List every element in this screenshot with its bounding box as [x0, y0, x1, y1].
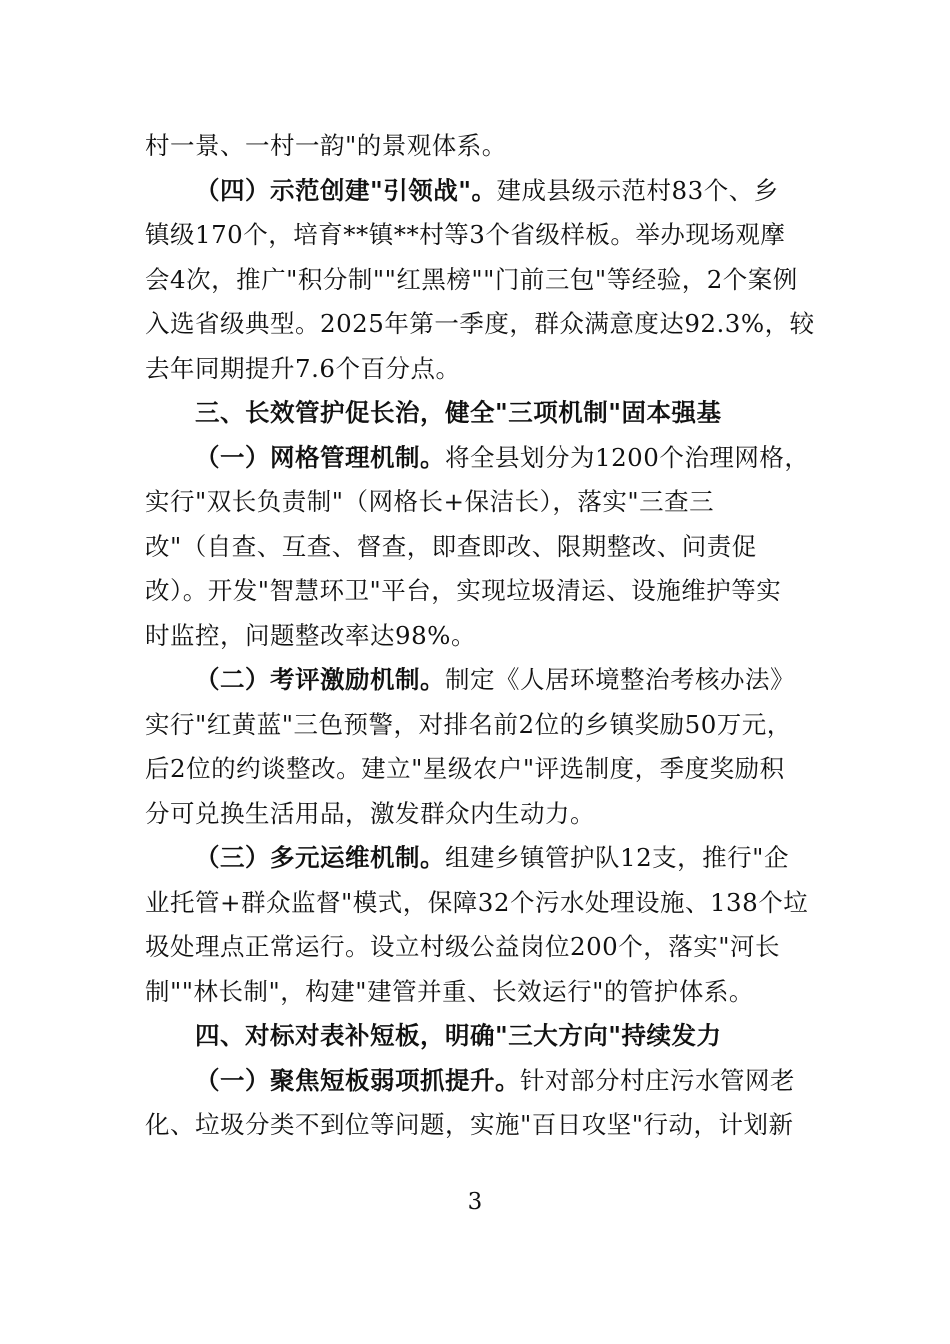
text-line — [145, 881, 808, 926]
body-text: 化、垃圾分类不到位等问题，实施"百日攻坚"行动，计划新 — [145, 1110, 794, 1139]
body-text: 改）。开发"智慧环卫"平台，实现垃圾清运、设施维护等实 — [145, 576, 782, 605]
text-line — [145, 213, 808, 258]
body-text: 将全县划分为1200个治理网格， — [445, 442, 810, 472]
text-line — [145, 169, 808, 214]
text-line — [145, 347, 808, 392]
body-text: 针对部分村庄污水管网老 — [520, 1065, 795, 1095]
heading-text: 三、长效管护促长治，健全"三项机制"固本强基 — [195, 398, 722, 427]
body-text: 后2位的约谈整改。建立"星级农户"评选制度，季度奖励积 — [145, 754, 785, 783]
body-text: 时监控，问题整改率达98%。 — [145, 620, 476, 650]
body-text: 分可兑换生活用品，激发群众内生动力。 — [145, 798, 595, 828]
body-text: 镇级170个，培育**镇**村等3个省级样板。举办现场观摩 — [145, 220, 786, 249]
body-text: 组建乡镇管护队12支，推行"企 — [445, 843, 789, 872]
text-line — [145, 1103, 808, 1148]
text-line — [145, 1059, 808, 1104]
text-line — [145, 925, 808, 970]
body-text: 实行"红黄蓝"三色预警，对排名前2位的乡镇奖励50万元， — [145, 709, 792, 739]
text-line — [145, 258, 808, 303]
text-line — [145, 703, 808, 748]
body-text: 入选省级典型。2025年第一季度，群众满意度达92.3%，较 — [145, 309, 815, 338]
text-line — [145, 302, 815, 347]
subsection-title: （四）示范创建"引领战"。 — [195, 175, 497, 205]
body-text: 业托管+群众监督"模式，保障32个污水处理设施、138个垃 — [145, 887, 809, 917]
body-text: 会4次，推广"积分制""红黑榜""门前三包"等经验，2个案例 — [145, 264, 798, 294]
document-body — [145, 124, 815, 1148]
page-number: 3 — [467, 1189, 483, 1215]
text-line — [145, 480, 808, 525]
body-text: 制定《人居环境整治考核办法》 — [445, 665, 795, 694]
text-line — [145, 836, 808, 881]
body-text: 圾处理点正常运行。设立村级公益岗位200个，落实"河长 — [145, 932, 781, 961]
section-heading — [145, 1014, 808, 1059]
body-text: 村一景、一村一韵"的景观体系。 — [145, 131, 507, 160]
body-text: 制""林长制"，构建"建管并重、长效运行"的管护体系。 — [145, 976, 754, 1006]
text-line — [145, 747, 808, 792]
body-text: 建成县级示范村83个、乡 — [496, 175, 779, 205]
text-line — [145, 525, 808, 570]
body-text: 改"（自查、互查、督查，即查即改、限期整改、问责促 — [145, 531, 757, 561]
heading-text: 四、对标对表补短板，明确"三大方向"持续发力 — [195, 1021, 722, 1050]
text-line — [145, 436, 808, 481]
text-line — [145, 124, 808, 169]
subsection-title: （一）网格管理机制。 — [195, 442, 445, 472]
body-text: 去年同期提升7.6个百分点。 — [145, 353, 461, 383]
text-line — [145, 970, 808, 1015]
text-line — [145, 614, 808, 659]
subsection-title: （三）多元运维机制。 — [195, 843, 445, 872]
body-text: 实行"双长负责制"（网格长+保洁长），落实"三查三 — [145, 487, 715, 516]
subsection-title: （二）考评激励机制。 — [195, 665, 445, 694]
text-line — [145, 792, 808, 837]
text-line — [145, 569, 808, 614]
text-line — [145, 658, 808, 703]
subsection-title: （一）聚焦短板弱项抓提升。 — [195, 1065, 520, 1095]
section-heading — [145, 391, 808, 436]
